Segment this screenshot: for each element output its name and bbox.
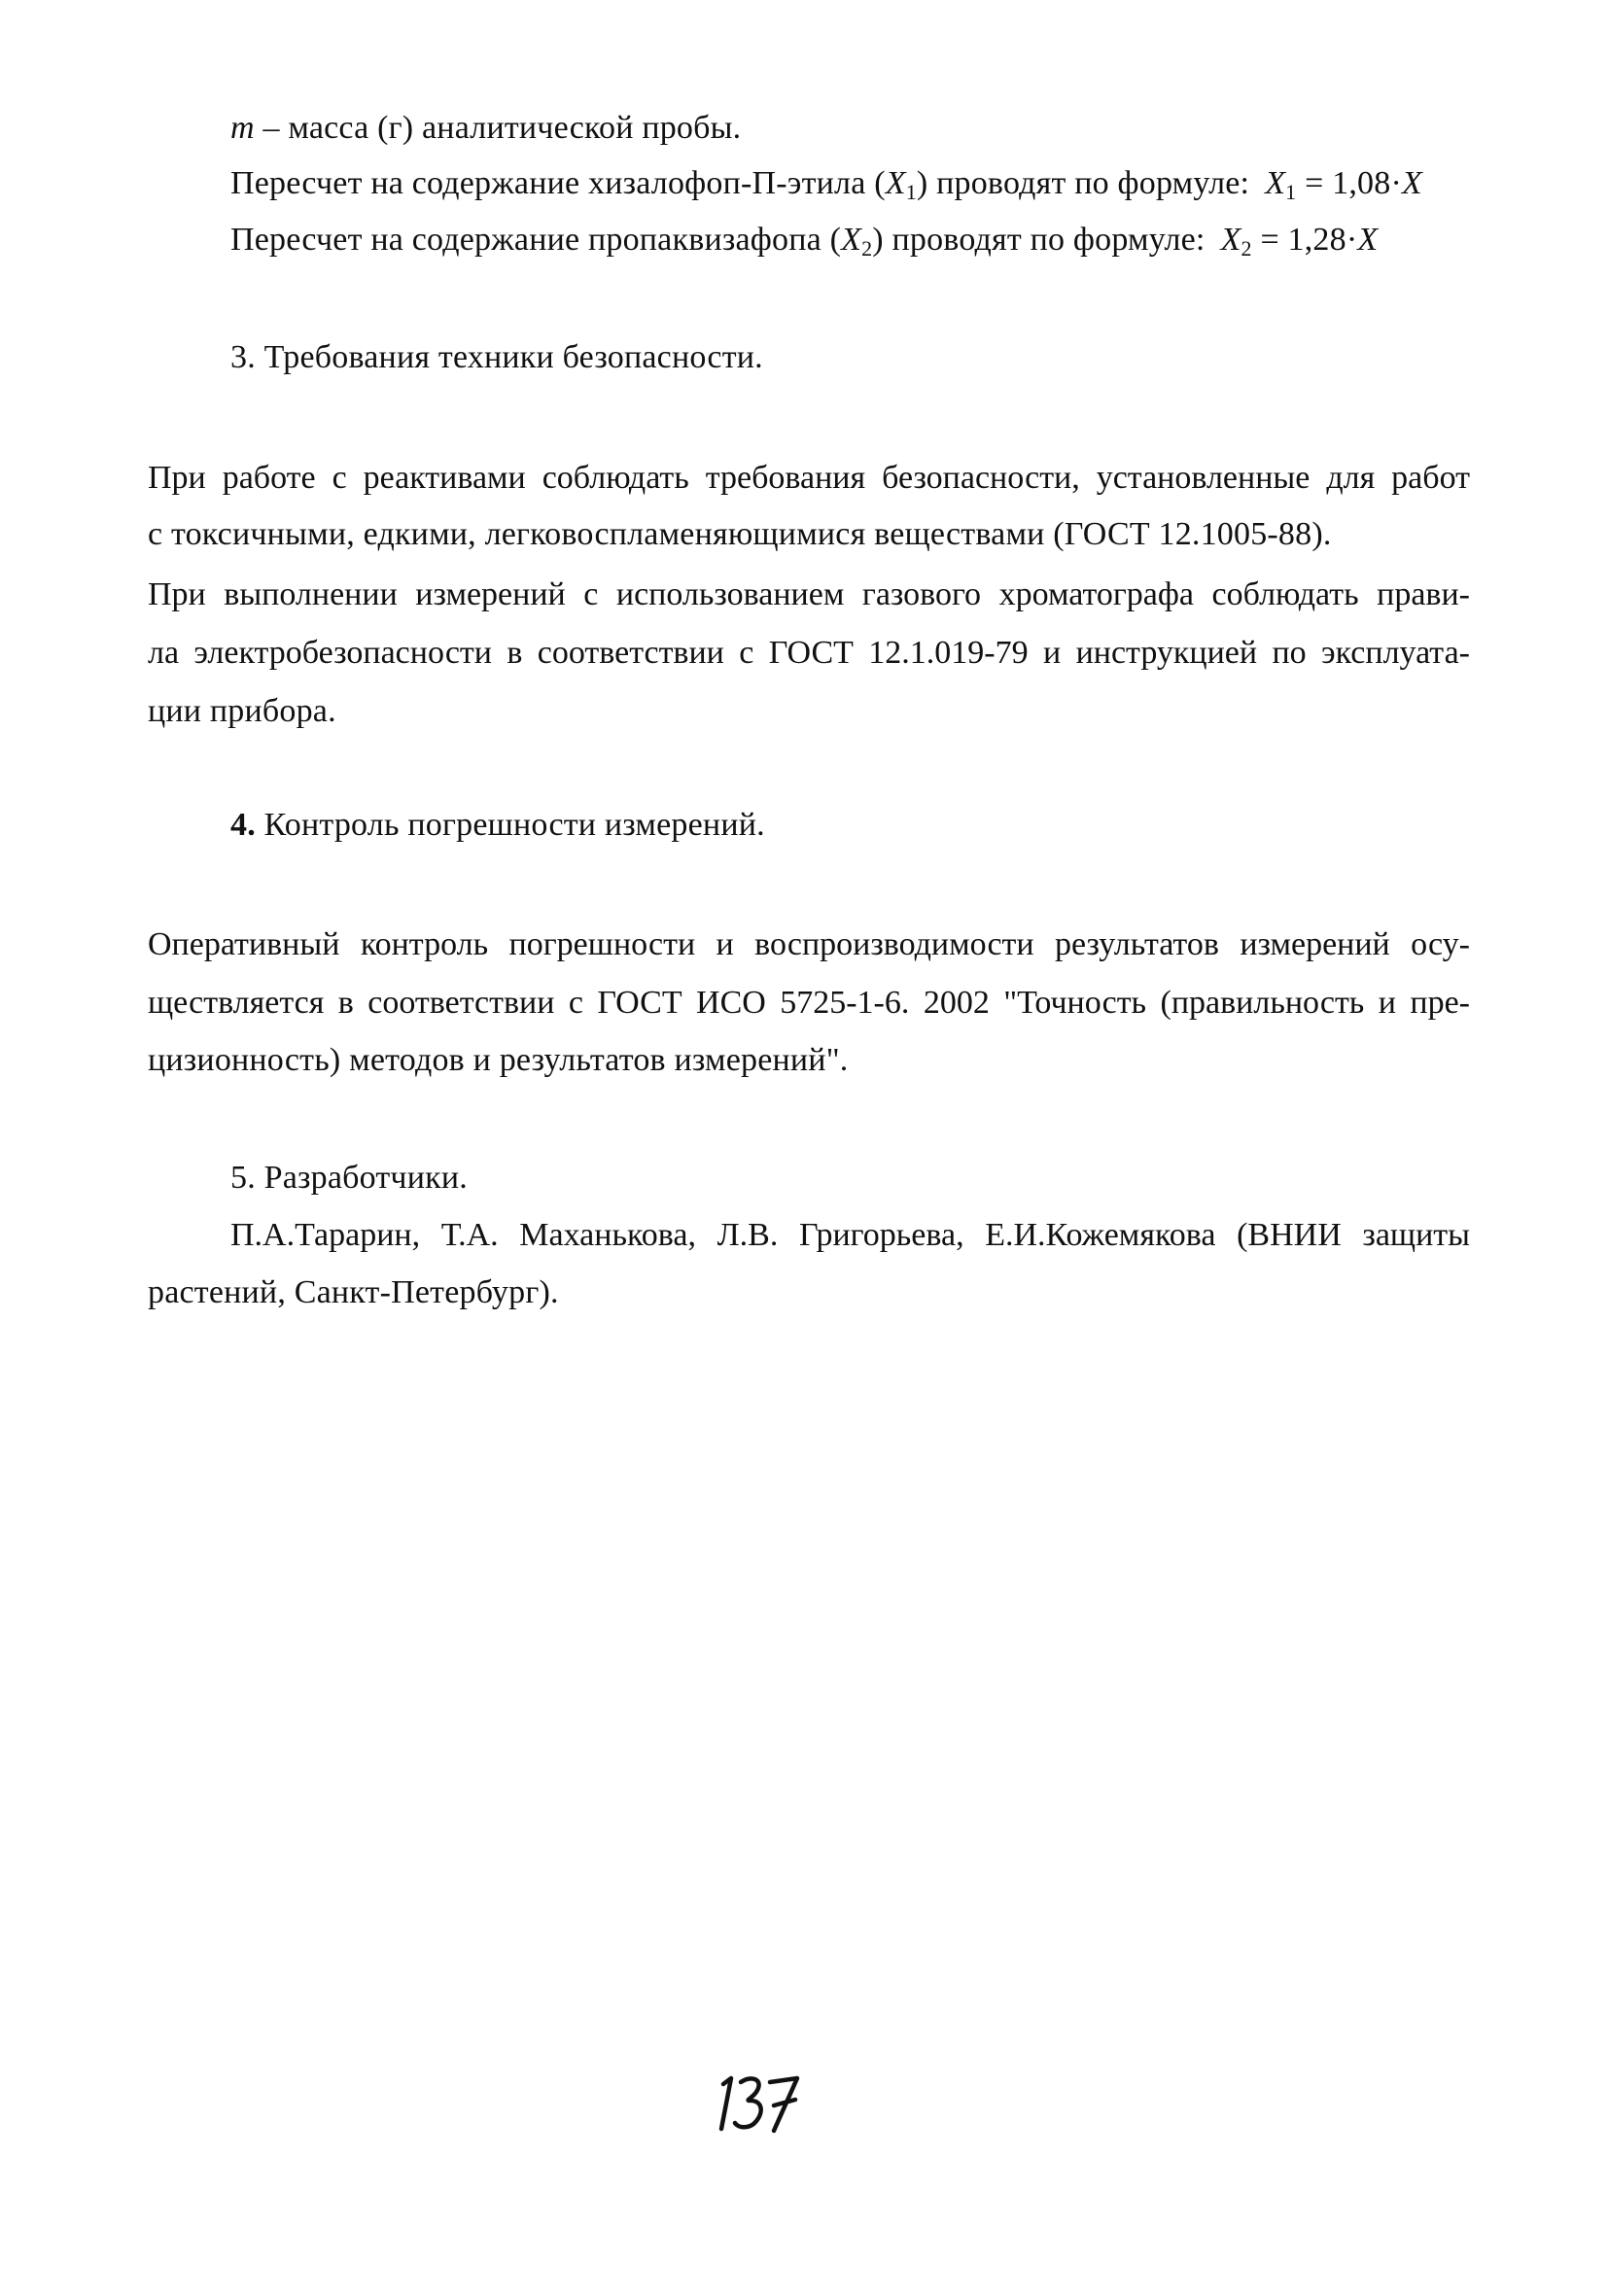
recalc2-formula-x: X (1357, 222, 1379, 258)
developers-line1: П.А.Тарарин, Т.А. Маханькова, Л.В. Григорьева, Е.И.Кожемякова (ВНИИ защиты (230, 1217, 1470, 1253)
section-3-heading: 3. Требования техники безопасности. (230, 339, 763, 375)
section-5-heading: 5. Разработчики. (230, 1160, 468, 1196)
safety-p1-line1: При работе с реактивами соблюдать требования безопасности, установленные для работ (148, 460, 1470, 496)
recalc1-formula-x: X (1401, 165, 1422, 201)
recalc2-mid: ) проводят по формуле: (872, 222, 1206, 258)
safety-p2-line3: ции прибора. (148, 693, 336, 729)
mass-description: – масса (г) аналитической пробы. (262, 110, 742, 146)
developers-line2: растений, Санкт-Петербург). (148, 1274, 559, 1310)
recalc2-sub: 2 (861, 236, 873, 261)
section-4-heading (230, 804, 765, 847)
recalc2-var: X (841, 222, 862, 258)
control-line1: Оперативный контроль погрешности и воспроизводимости результатов измерений осу- (148, 926, 1470, 962)
control-line3: цизионность) методов и результатов измерений". (148, 1042, 849, 1078)
recalc-line-2 (230, 219, 1378, 261)
recalc1-formula-rhs: = 1,08· (1296, 165, 1402, 201)
recalc1-prefix: Пересчет на содержание хизалофоп-П-этила ( (230, 165, 886, 201)
recalc2-formula-rhs: = 1,28· (1251, 222, 1358, 258)
safety-p2-line2: ла электробезопасности в соответствии с ГОСТ 12.1.019-79 и инструкцией по эксплуата- (148, 635, 1470, 671)
recalc2-prefix: Пересчет на содержание пропаквизафопа ( (230, 222, 842, 258)
recalc1-formula-sub: 1 (1285, 180, 1297, 204)
control-line2: ществляется в соответствии с ГОСТ ИСО 5725-1-6. 2002 "Точность (правильность и пре- (148, 985, 1470, 1021)
recalc-line-1 (230, 162, 1422, 205)
recalc1-mid: ) проводят по формуле: (916, 165, 1250, 201)
page-number-glyphs (710, 2070, 807, 2139)
section-4-number: 4. (230, 807, 256, 843)
page-number-handwritten (710, 2070, 807, 2139)
mass-definition-line (230, 107, 741, 150)
safety-p1-line2: с токсичными, едкими, легковоспламеняющимися веществами (ГОСТ 12.1005-88). (148, 516, 1332, 552)
recalc2-formula-sub: 2 (1241, 236, 1252, 261)
mass-symbol: m (230, 110, 255, 146)
recalc2-formula-lhs: X (1220, 222, 1241, 258)
recalc1-sub: 1 (905, 180, 917, 204)
recalc1-formula-lhs: X (1265, 165, 1286, 201)
section-4-title: Контроль погрешности измерений. (255, 807, 765, 843)
recalc1-var: X (885, 165, 906, 201)
safety-p2-line1: При выполнении измерений с использованием газового хроматографа соблюдать прави- (148, 576, 1470, 612)
